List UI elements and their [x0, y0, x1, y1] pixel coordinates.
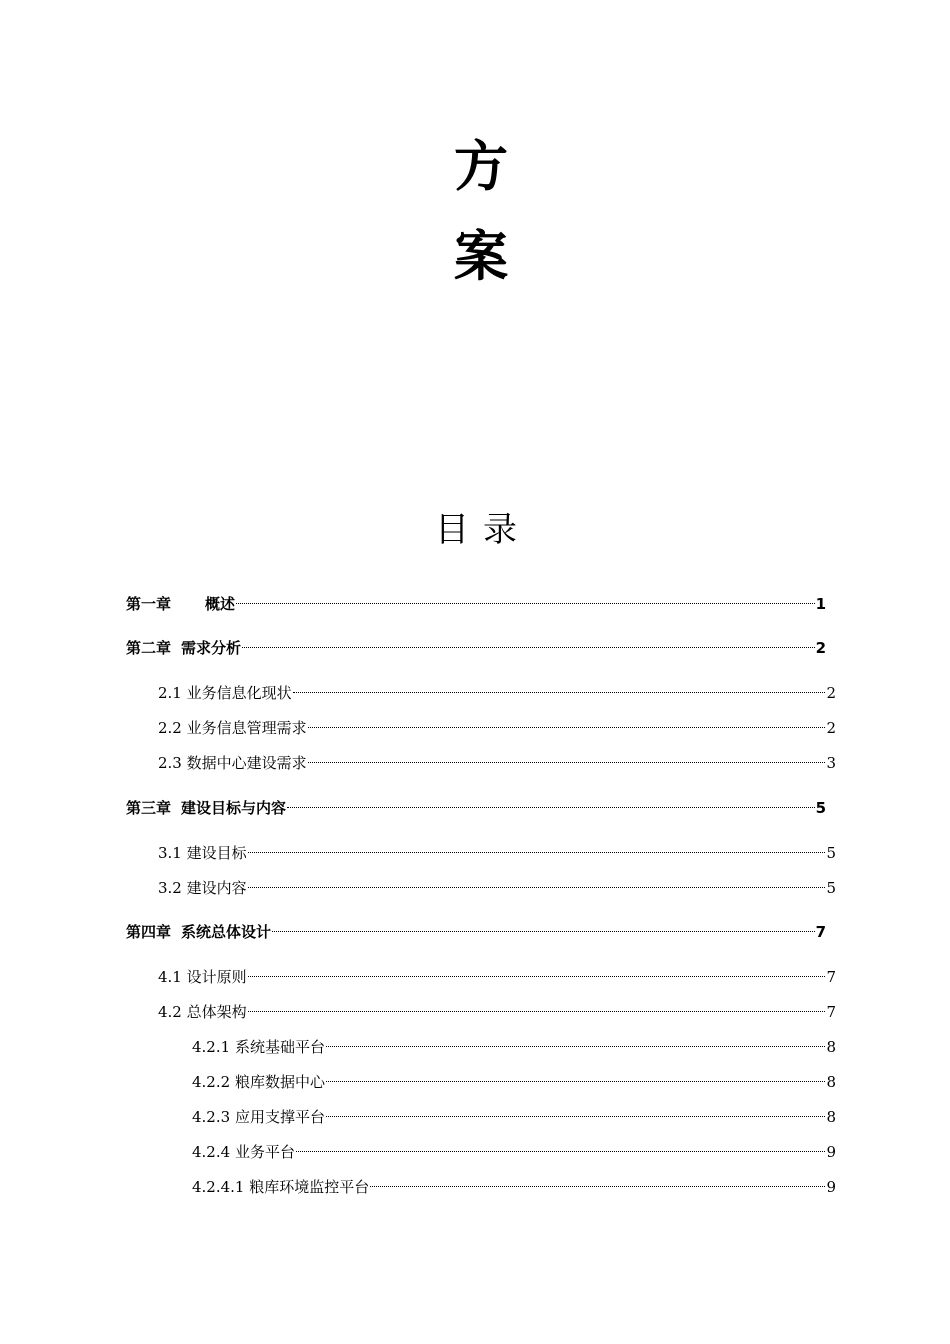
- toc-entry-text: 总体架构: [186, 1003, 247, 1021]
- toc-entry-page: 5: [826, 879, 836, 897]
- toc-entry-text: 数据中心建设需求: [186, 754, 307, 772]
- toc-dot-leader: [326, 1030, 825, 1052]
- document-title-char-2: 案: [454, 225, 508, 288]
- toc-heading: 目录: [435, 510, 531, 550]
- toc-entry-number: 4.2.4.1: [192, 1178, 245, 1196]
- toc-entry-4-2-2[interactable]: [192, 1065, 836, 1091]
- toc-dot-leader: [236, 587, 815, 609]
- toc-entry-text: 粮库环境监控平台: [249, 1178, 370, 1196]
- toc-entry-label: [158, 1001, 247, 1023]
- toc-entry-page: 9: [826, 1178, 836, 1196]
- toc-entry-text: 概述: [205, 595, 236, 613]
- toc-dot-leader: [248, 995, 826, 1017]
- toc-entry-label: [158, 682, 292, 704]
- toc-entry-number: 4.2.4: [192, 1143, 231, 1161]
- toc-dot-leader: [248, 960, 826, 982]
- toc-dot-leader: [287, 791, 815, 813]
- toc-entry-page: 8: [826, 1038, 836, 1056]
- toc-entry-number: 4.2.3: [192, 1108, 231, 1126]
- toc-entry-label: [192, 1141, 295, 1163]
- toc-entry-page: 7: [826, 968, 836, 986]
- toc-entry-number: 第四章: [126, 923, 172, 941]
- toc-entry-label: [126, 797, 286, 819]
- toc-entry-text: 系统基础平台: [234, 1038, 325, 1056]
- toc-entry-text: 业务信息管理需求: [186, 719, 307, 737]
- toc-entry-label: [192, 1176, 369, 1198]
- toc-entry-chapter-3[interactable]: [126, 791, 826, 817]
- toc-dot-leader: [308, 711, 826, 733]
- toc-dot-leader: [248, 871, 826, 893]
- toc-entry-2-1[interactable]: [158, 676, 836, 702]
- toc-dot-leader: [272, 915, 815, 937]
- toc-entry-page: 5: [826, 844, 836, 862]
- toc-entry-label: [158, 717, 307, 739]
- toc-dot-leader: [326, 1100, 825, 1122]
- toc-entry-chapter-4[interactable]: [126, 915, 826, 941]
- toc-entry-label: [126, 593, 235, 615]
- toc-entry-number: 4.2.1: [192, 1038, 231, 1056]
- toc-entry-text: 业务平台: [234, 1143, 295, 1161]
- toc-entry-page: 2: [826, 684, 836, 702]
- toc-entry-4-2[interactable]: [158, 995, 836, 1021]
- toc-entry-text: 业务信息化现状: [186, 684, 292, 702]
- toc-entry-label: [192, 1071, 325, 1093]
- toc-entry-text: 建设内容: [186, 879, 247, 897]
- toc-entry-4-2-4[interactable]: [192, 1135, 836, 1161]
- toc-entry-chapter-1[interactable]: [126, 587, 826, 613]
- toc-entry-label: [158, 966, 247, 988]
- toc-entry-label: [126, 637, 241, 659]
- toc-dot-leader: [308, 746, 826, 768]
- toc-entry-3-1[interactable]: [158, 836, 836, 862]
- toc-entry-4-2-4-1[interactable]: [192, 1170, 836, 1196]
- toc-entry-text: 建设目标: [186, 844, 247, 862]
- toc-entry-4-2-3[interactable]: [192, 1100, 836, 1126]
- toc-entry-number: 2.1: [158, 684, 182, 702]
- toc-entry-4-2-1[interactable]: [192, 1030, 836, 1056]
- toc-entry-2-2[interactable]: [158, 711, 836, 737]
- toc-entry-4-1[interactable]: [158, 960, 836, 986]
- toc-entry-number: 4.1: [158, 968, 182, 986]
- toc-dot-leader: [242, 631, 815, 653]
- toc-entry-page: 2: [826, 719, 836, 737]
- toc-entry-label: [158, 842, 247, 864]
- toc-dot-leader: [248, 836, 826, 858]
- document-title-char-1: 方: [454, 135, 508, 198]
- toc-entry-number: 3.1: [158, 844, 182, 862]
- toc-entry-page: 5: [815, 799, 826, 817]
- toc-entry-number: 第一章: [126, 595, 172, 613]
- toc-entry-number: 第三章: [126, 799, 172, 817]
- toc-entry-number: 第二章: [126, 639, 172, 657]
- toc-entry-label: [192, 1106, 325, 1128]
- toc-entry-text: 系统总体设计: [181, 923, 272, 941]
- toc-entry-text: 建设目标与内容: [181, 799, 287, 817]
- toc-entry-page: 2: [815, 639, 826, 657]
- toc-entry-text: 应用支撑平台: [234, 1108, 325, 1126]
- toc-dot-leader: [370, 1170, 825, 1192]
- toc-entry-label: [158, 877, 247, 899]
- toc-entry-text: 粮库数据中心: [234, 1073, 325, 1091]
- toc-entry-label: [158, 752, 307, 774]
- toc-entry-number: 3.2: [158, 879, 182, 897]
- toc-entry-page: 1: [815, 595, 826, 613]
- toc-entry-number: 2.2: [158, 719, 182, 737]
- toc-entry-chapter-2[interactable]: [126, 631, 826, 657]
- toc-entry-label: [126, 921, 271, 943]
- toc-entry-number: 4.2: [158, 1003, 182, 1021]
- toc-dot-leader: [326, 1065, 825, 1087]
- toc-entry-page: 9: [826, 1143, 836, 1161]
- toc-entry-3-2[interactable]: [158, 871, 836, 897]
- toc-dot-leader: [293, 676, 826, 698]
- toc-entry-number: 2.3: [158, 754, 182, 772]
- toc-entry-number: 4.2.2: [192, 1073, 231, 1091]
- toc-entry-2-3[interactable]: [158, 746, 836, 772]
- toc-entry-text: 设计原则: [186, 968, 247, 986]
- toc-entry-page: 8: [826, 1073, 836, 1091]
- toc-entry-label: [192, 1036, 325, 1058]
- toc-entry-page: 3: [826, 754, 836, 772]
- toc-dot-leader: [296, 1135, 825, 1157]
- toc-entry-page: 7: [826, 1003, 836, 1021]
- toc-entry-page: 7: [815, 923, 826, 941]
- toc-entry-text: 需求分析: [181, 639, 242, 657]
- toc-entry-page: 8: [826, 1108, 836, 1126]
